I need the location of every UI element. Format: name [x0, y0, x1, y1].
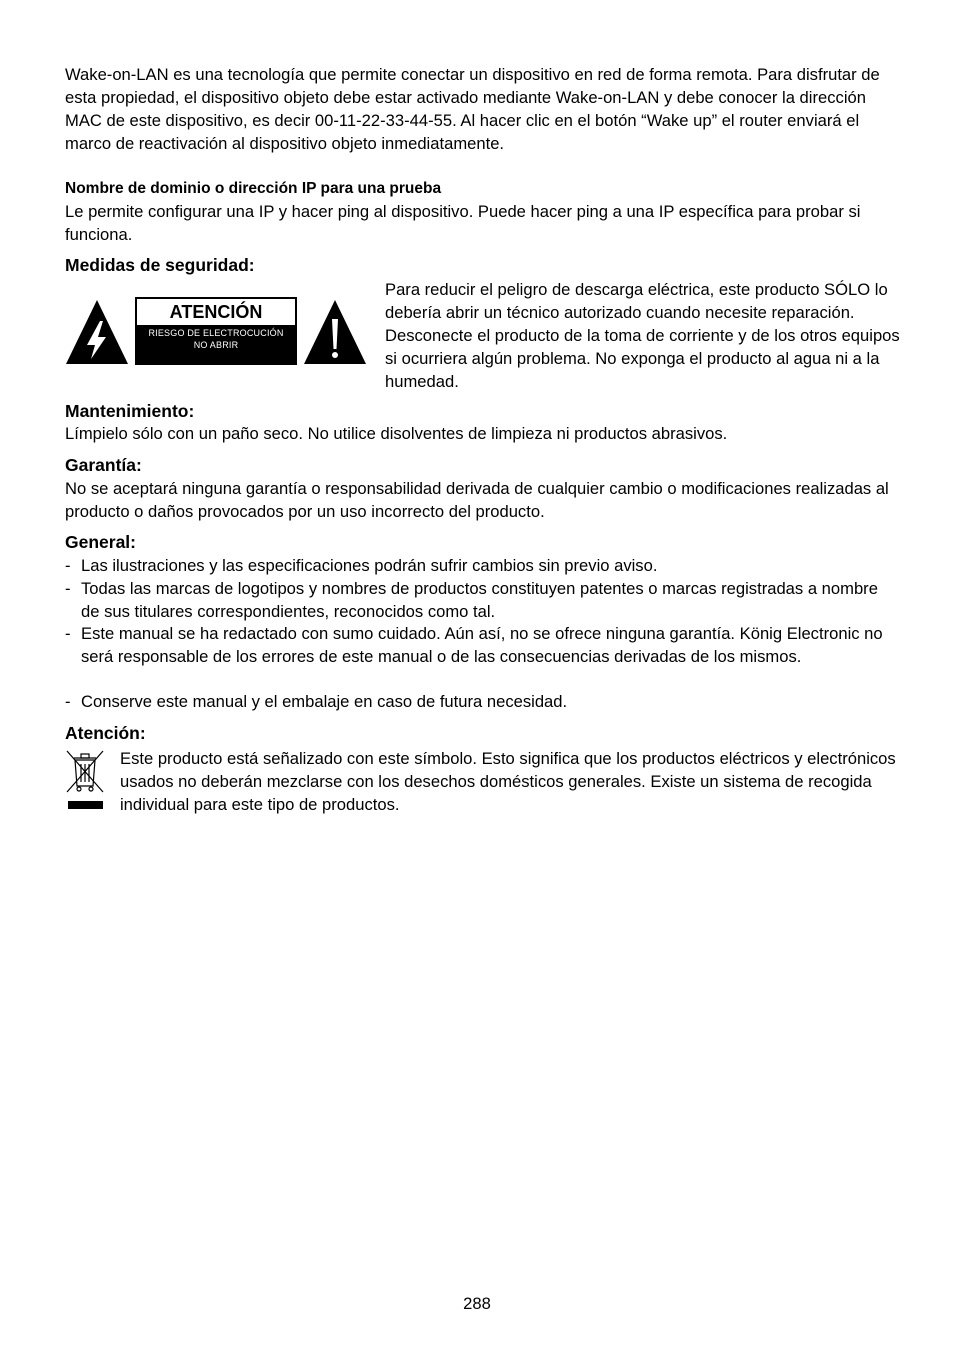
crossed-bin-icon — [65, 748, 105, 812]
warning-label-title: ATENCIÓN — [137, 299, 295, 325]
page-number: 288 — [463, 1294, 491, 1313]
list-dash: - — [65, 624, 71, 643]
domain-section-title: Nombre de dominio o dirección IP para una prueba — [65, 180, 442, 197]
attention-text: Este producto está señalizado con este símbolo. Esto significa que los productos eléctricos y electrónicos usados no deberán mezclarse con los desechos domésticos generales. Existe un sistema de recogida individual para este tipo de productos. — [120, 749, 896, 814]
intro-paragraph: Wake-on-LAN es una tecnología que permite conectar un dispositivo en red de forma remota. Para disfrutar de esta propiedad, el dispositivo objeto debe estar activado mediante Wake-on-LAN y debe conocer la dirección MAC de este dispositivo, es decir 00-11-22-33-44-55. Al hacer clic en el botón “Wake up” el router enviará el marco de reactivación al dispositivo objeto inmediatamente. — [65, 65, 880, 153]
list-item-text: Este manual se ha redactado con sumo cuidado. Aún así, no se ofrece ninguna garantía. König Electronic no será responsable de los errores de este manual o de las consecuencias derivadas de los mismos. — [81, 624, 883, 666]
lightning-warning-icon — [65, 299, 129, 365]
list-item — [65, 690, 895, 713]
warning-label-line1: RIESGO DE ELECTROCUCIÓN — [148, 328, 284, 338]
list-item — [65, 577, 895, 623]
warning-label-line2: NO ABRIR — [193, 340, 239, 350]
safety-text: Para reducir el peligro de descarga eléctrica, este producto SÓLO lo debería abrir un técnico autorizado cuando necesite reparación. Desconecte el producto de la toma de corriente y de los otros equipos si ocurriera algún problema. No exponga el producto al agua ni a la humedad. — [385, 280, 900, 391]
warranty-title: Garantía: — [65, 455, 142, 475]
list-item — [65, 554, 895, 577]
warning-label-subtitle — [135, 327, 297, 351]
list-item-text: Las ilustraciones y las especificaciones podrán sufrir cambios sin previo aviso. — [81, 556, 658, 575]
list-item-text: Todas las marcas de logotipos y nombres de productos constituyen patentes o marcas registradas a nombre de sus titulares correspondientes, reconocidos como tal. — [81, 579, 878, 621]
maintenance-title: Mantenimiento: — [65, 401, 195, 421]
list-dash: - — [65, 692, 71, 711]
domain-section-text: Le permite configurar una IP y hacer ping al dispositivo. Puede hacer ping a una IP específica para probar si funciona. — [65, 202, 861, 244]
list-dash: - — [65, 556, 71, 575]
attention-title: Atención: — [65, 723, 146, 743]
warning-label — [135, 297, 297, 365]
maintenance-text: Límpielo sólo con un paño seco. No utilice disolventes de limpieza ni productos abrasivos. — [65, 424, 728, 443]
exclamation-warning-icon — [303, 299, 367, 365]
safety-title: Medidas de seguridad: — [65, 255, 255, 275]
list-item — [65, 622, 895, 668]
list-item-text: Conserve este manual y el embalaje en caso de futura necesidad. — [81, 692, 568, 711]
list-dash: - — [65, 579, 71, 598]
general-title: General: — [65, 532, 136, 552]
warranty-text: No se aceptará ninguna garantía o responsabilidad derivada de cualquier cambio o modificaciones realizadas al producto o daños provocados por un uso incorrecto del producto. — [65, 479, 889, 521]
